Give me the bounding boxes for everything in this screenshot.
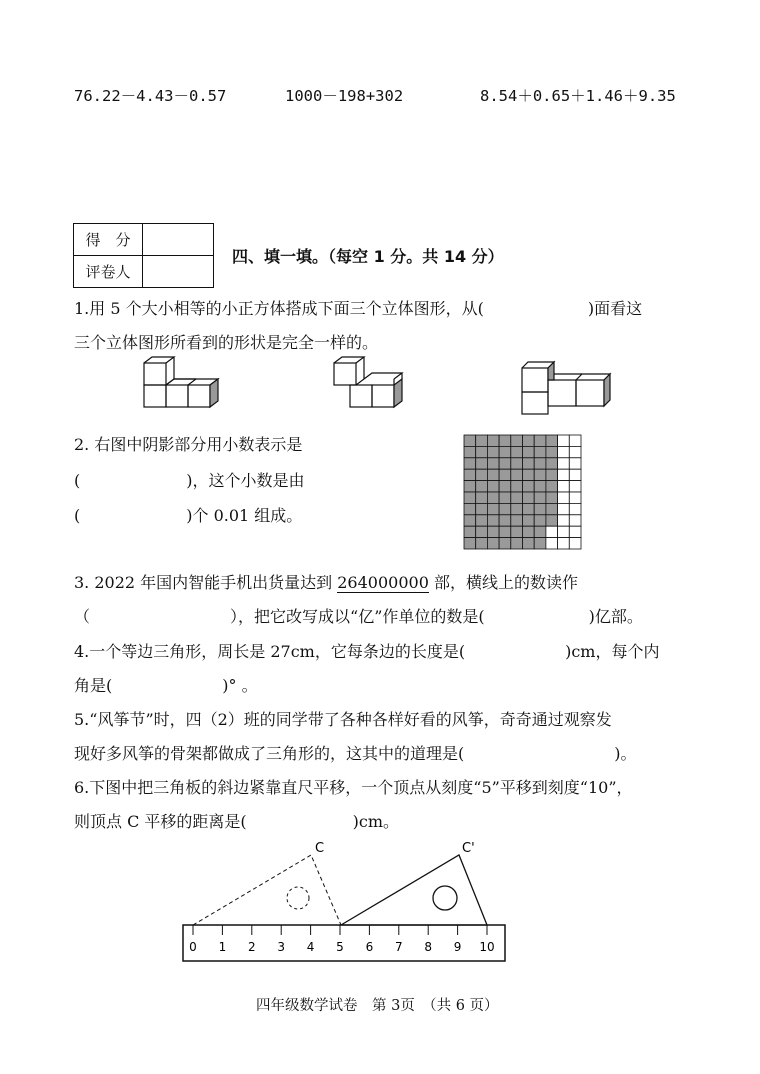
grid-cell: [523, 469, 535, 480]
q2-line1: 2. 右图中阴影部分用小数表示是: [74, 435, 303, 454]
grid-cell: [534, 469, 546, 480]
grid-cell: [487, 526, 499, 537]
grid-cell: [569, 435, 581, 446]
grid-cell: [511, 526, 523, 537]
grid-cell: [487, 503, 499, 514]
triangle-moved: [341, 855, 487, 925]
grid-cell: [476, 458, 488, 469]
grid-cell: [523, 446, 535, 457]
grid-cell: [499, 469, 511, 480]
grid-cell: [511, 492, 523, 503]
grid-cell: [511, 515, 523, 526]
grid-cell: [523, 492, 535, 503]
q1-line2: 三个立体图形所看到的形状是完全一样的。: [74, 333, 379, 352]
q6-line2: 则顶点 C 平移的距离是( )cm。: [74, 812, 400, 831]
grid-cell: [487, 446, 499, 457]
grid-cell: [534, 435, 546, 446]
grid-cell: [558, 503, 570, 514]
triangle-moved-hole: [433, 886, 457, 910]
grid-cell: [558, 515, 570, 526]
grid-cell: [511, 481, 523, 492]
grid-cell: [569, 446, 581, 457]
grid-cell: [487, 538, 499, 549]
grid-cell: [534, 515, 546, 526]
hundred-grid: [463, 434, 585, 552]
q3-line2: （ ），把它改写成以“亿”作单位的数是( )亿部。: [74, 607, 643, 626]
score-box[interactable]: [143, 224, 214, 256]
q5-line2: 现好多风筝的骨架都做成了三角形的，这其中的道理是( )。: [74, 744, 637, 763]
grid-cell: [569, 515, 581, 526]
cube-figure-2: [330, 355, 420, 411]
grid-cell: [476, 469, 488, 480]
q4-line2: 角是( )° 。: [74, 676, 258, 695]
grid-cell: [558, 526, 570, 537]
grid-cell: [534, 503, 546, 514]
cube-figure-1: [140, 355, 230, 411]
ruler-tick-label: 7: [394, 940, 403, 954]
label-c-prime: C': [462, 841, 475, 856]
grid-cell: [511, 503, 523, 514]
grid-cell: [569, 526, 581, 537]
grid-cell: [476, 481, 488, 492]
grid-cell: [534, 526, 546, 537]
grid-cell: [499, 503, 511, 514]
ruler-tick-label: 8: [424, 940, 433, 954]
grid-cell: [546, 492, 558, 503]
grader-box[interactable]: [143, 256, 214, 288]
grid-cell: [487, 469, 499, 480]
grid-cell: [487, 481, 499, 492]
grid-cell: [476, 435, 488, 446]
grid-cell: [569, 481, 581, 492]
grid-cell: [569, 538, 581, 549]
grid-cell: [569, 492, 581, 503]
grid-cell: [487, 458, 499, 469]
grid-cell: [476, 503, 488, 514]
grid-cell: [464, 469, 476, 480]
grid-cell: [534, 458, 546, 469]
grid-cell: [523, 526, 535, 537]
ruler-tick-label: 10: [479, 940, 495, 954]
calc-2: 1000－198+302: [285, 87, 404, 105]
grid-cell: [569, 503, 581, 514]
grid-cell: [546, 503, 558, 514]
ruler-tick-label: 5: [336, 940, 344, 954]
grid-cell: [511, 435, 523, 446]
grid-cell: [499, 492, 511, 503]
grid-cell: [546, 515, 558, 526]
grid-cell: [511, 458, 523, 469]
grid-cell: [546, 458, 558, 469]
grid-cell: [476, 446, 488, 457]
grid-cell: [464, 526, 476, 537]
grid-cell: [499, 435, 511, 446]
q6-line1: 6.下图中把三角板的斜边紧靠直尺平移，一个顶点从刻度“5”平移到刻度“10”，: [74, 778, 633, 797]
grid-cell: [511, 446, 523, 457]
score-table: [73, 223, 214, 288]
grid-cell: [546, 435, 558, 446]
grid-cell: [464, 446, 476, 457]
q2-line2: ( )，这个小数是由: [74, 471, 305, 490]
grid-cell: [476, 492, 488, 503]
grid-cell: [511, 469, 523, 480]
grid-cell: [464, 458, 476, 469]
ruler-tick-label: 2: [247, 940, 256, 954]
label-c: C: [315, 841, 325, 856]
grid-cell: [523, 538, 535, 549]
q1-line1: 1.用 5 个大小相等的小正方体搭成下面三个立体图形，从( )面看这: [74, 299, 643, 318]
grid-cell: [523, 515, 535, 526]
grid-cell: [546, 469, 558, 480]
grid-cell: [476, 526, 488, 537]
grid-cell: [464, 515, 476, 526]
score-label: 得 分: [74, 224, 143, 256]
grid-cell: [499, 515, 511, 526]
grid-cell: [476, 515, 488, 526]
ruler-tick-label: 3: [277, 940, 286, 954]
grid-cell: [558, 458, 570, 469]
q4-line1: 4.一个等边三角形，周长是 27cm，它每条边的长度是( )cm，每个内: [74, 642, 660, 661]
cube-figure-3: [518, 360, 613, 416]
ruler-diagram: [175, 838, 515, 968]
grid-cell: [523, 481, 535, 492]
calc-1: 76.22－4.43－0.57: [74, 87, 227, 105]
grid-cell: [487, 492, 499, 503]
grid-cell: [487, 435, 499, 446]
ruler-tick-label: 0: [189, 940, 197, 954]
ruler-tick-label: 6: [365, 940, 374, 954]
grid-cell: [558, 492, 570, 503]
grid-cell: [499, 481, 511, 492]
grid-cell: [464, 481, 476, 492]
grid-cell: [464, 538, 476, 549]
grid-cell: [569, 469, 581, 480]
ruler-tick-label: 9: [453, 940, 462, 954]
grid-cell: [476, 538, 488, 549]
grid-cell: [487, 515, 499, 526]
grid-cell: [569, 458, 581, 469]
grid-cell: [534, 492, 546, 503]
grid-cell: [546, 446, 558, 457]
grid-cell: [464, 503, 476, 514]
grid-cell: [523, 458, 535, 469]
grid-cell: [534, 446, 546, 457]
grid-cell: [499, 446, 511, 457]
grid-cell: [558, 446, 570, 457]
ruler-tick-label: 1: [218, 940, 227, 954]
grid-cell: [546, 481, 558, 492]
grid-cell: [558, 435, 570, 446]
q3-number: 264000000: [337, 573, 429, 592]
grid-cell: [558, 469, 570, 480]
grader-label: 评卷人: [74, 256, 143, 288]
grid-cell: [499, 538, 511, 549]
grid-cell: [464, 435, 476, 446]
grid-cell: [558, 481, 570, 492]
triangle-original-hole: [287, 887, 309, 909]
grid-cell: [558, 538, 570, 549]
grid-cell: [499, 526, 511, 537]
q2-line3: ( )个 0.01 组成。: [74, 506, 303, 525]
grid-cell: [523, 435, 535, 446]
section-title: 四、填一填。（每空 1 分。共 14 分）: [232, 247, 504, 266]
q3-line1: 3. 2022 年国内智能手机出货量达到 264000000 部，横线上的数读作: [74, 573, 578, 592]
grid-cell: [534, 481, 546, 492]
page-footer: 四年级数学试卷 第 3页 （共 6 页）: [256, 998, 499, 1014]
grid-cell: [511, 538, 523, 549]
q5-line1: 5.“风筝节”时，四（2）班的同学带了各种各样好看的风筝，奇奇通过观察发: [74, 710, 612, 729]
triangle-original: [193, 855, 341, 925]
ruler-tick-label: 4: [306, 940, 315, 954]
grid-cell: [546, 526, 558, 537]
grid-cell: [464, 492, 476, 503]
grid-cell: [499, 458, 511, 469]
calc-3: 8.54＋0.65＋1.46＋9.35: [480, 87, 676, 105]
grid-cell: [523, 503, 535, 514]
grid-cell: [534, 538, 546, 549]
grid-cell: [546, 538, 558, 549]
